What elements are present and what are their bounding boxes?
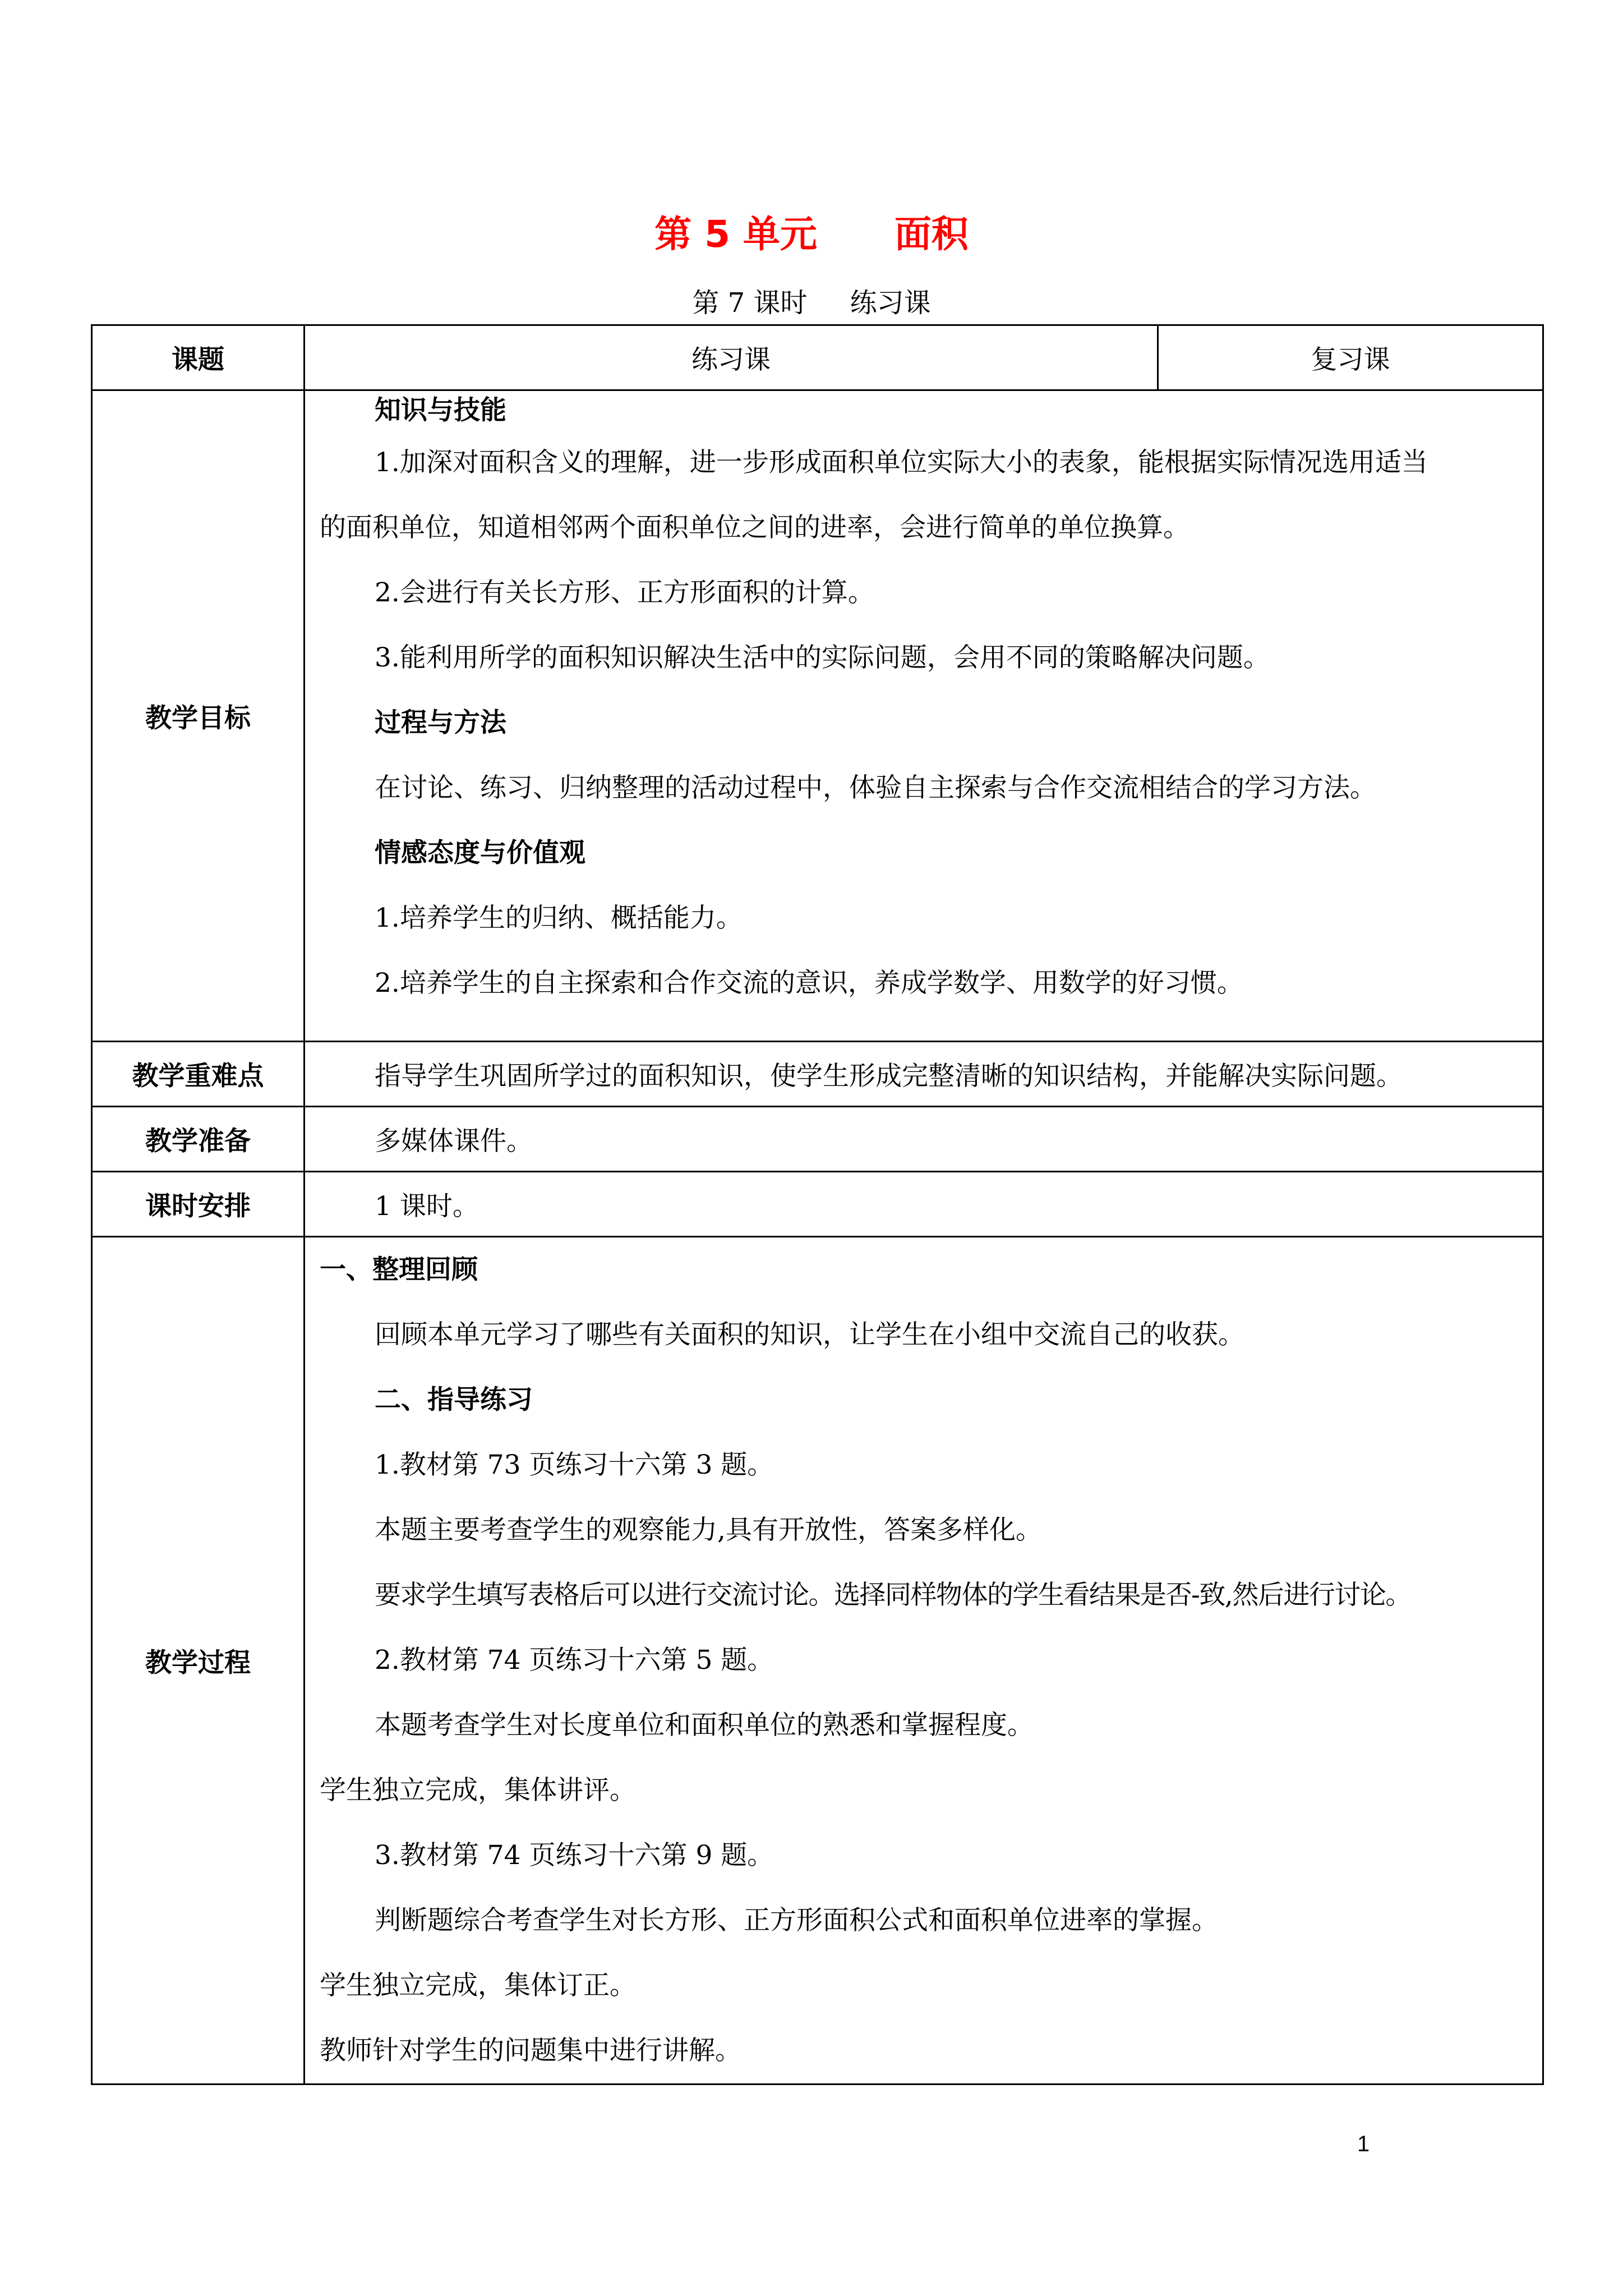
schedule-label: 课时安排	[92, 1172, 305, 1237]
objectives-line: 的面积单位，知道相邻两个面积单位之间的进率，会进行简单的单位换算。	[320, 512, 1189, 543]
process-row	[92, 1237, 1543, 2085]
process-line: 学生独立完成，集体讲评。	[320, 1775, 636, 1806]
lesson-type: 复习课	[1158, 325, 1543, 390]
preparation-label: 教学准备	[92, 1107, 305, 1172]
preparation-content	[305, 1107, 1543, 1172]
objectives-line: 3.能利用所学的面积知识解决生活中的实际问题，会用不同的策略解决问题。	[375, 642, 1270, 673]
process-line: 2.教材第 74 页练习十六第 5 题。	[375, 1645, 774, 1676]
lesson-plan-table	[91, 324, 1544, 2085]
process-line: 判断题综合考查学生对长方形、正方形面积公式和面积单位进率的掌握。	[375, 1905, 1218, 1936]
process-line: 学生独立完成，集体订正。	[320, 1970, 636, 2001]
objectives-line: 1.培养学生的归纳、概括能力。	[375, 903, 743, 933]
key-points-content	[305, 1042, 1543, 1107]
objectives-line: 2.会进行有关长方形、正方形面积的计算。	[375, 577, 874, 608]
objectives-heading-process: 过程与方法	[375, 707, 506, 738]
process-heading-review: 一、整理回顾	[320, 1254, 478, 1285]
process-line: 本题考查学生对长度单位和面积单位的熟悉和掌握程度。	[375, 1710, 1034, 1741]
objectives-row	[92, 390, 1543, 1042]
objectives-line: 在讨论、练习、归纳整理的活动过程中，体验自主探索与合作交流相结合的学习方法。	[375, 772, 1376, 803]
process-line: 回顾本单元学习了哪些有关面积的知识，让学生在小组中交流自己的收获。	[375, 1319, 1244, 1350]
topic-label: 课题	[92, 325, 305, 390]
lesson-subtitle: 第 7 课时 练习课	[692, 287, 931, 319]
process-content	[305, 1237, 1543, 2085]
unit-title: 第 5 单元 面积	[654, 213, 969, 256]
process-line: 3.教材第 74 页练习十六第 9 题。	[375, 1840, 774, 1871]
process-label: 教学过程	[92, 1237, 305, 2085]
page-number: 1	[1357, 2132, 1370, 2156]
schedule-text: 1 课时。	[375, 1191, 479, 1222]
key-points-label: 教学重难点	[92, 1042, 305, 1107]
process-line: 1.教材第 73 页练习十六第 3 题。	[375, 1450, 774, 1480]
process-heading-practice: 二、指导练习	[375, 1384, 533, 1415]
key-points-text: 指导学生巩固所学过的面积知识，使学生形成完整清晰的知识结构，并能解决实际问题。	[375, 1061, 1403, 1092]
process-line: 本题主要考查学生的观察能力,具有开放性，答案多样化。	[375, 1515, 1042, 1545]
objectives-heading-attitude: 情感态度与价值观	[375, 838, 585, 868]
key-points-row	[92, 1042, 1543, 1107]
objectives-line: 1.加深对面积含义的理解，进一步形成面积单位实际大小的表象，能根据实际情况选用适当	[375, 447, 1428, 478]
process-line: 教师针对学生的问题集中进行讲解。	[320, 2035, 741, 2066]
topic-value: 练习课	[305, 325, 1158, 390]
schedule-content	[305, 1172, 1543, 1237]
objectives-content	[305, 390, 1543, 1042]
objectives-line: 2.培养学生的自主探索和合作交流的意识，养成学数学、用数学的好习惯。	[375, 968, 1243, 999]
schedule-row	[92, 1172, 1543, 1237]
topic-row	[92, 325, 1543, 390]
preparation-row	[92, 1107, 1543, 1172]
process-line: 要求学生填写表格后可以进行交流讨论。选择同样物体的学生看结果是否-致,然后进行讨论。	[375, 1580, 1411, 1611]
objectives-label: 教学目标	[92, 390, 305, 1042]
objectives-heading-knowledge: 知识与技能	[375, 395, 506, 426]
preparation-text: 多媒体课件。	[375, 1126, 533, 1157]
